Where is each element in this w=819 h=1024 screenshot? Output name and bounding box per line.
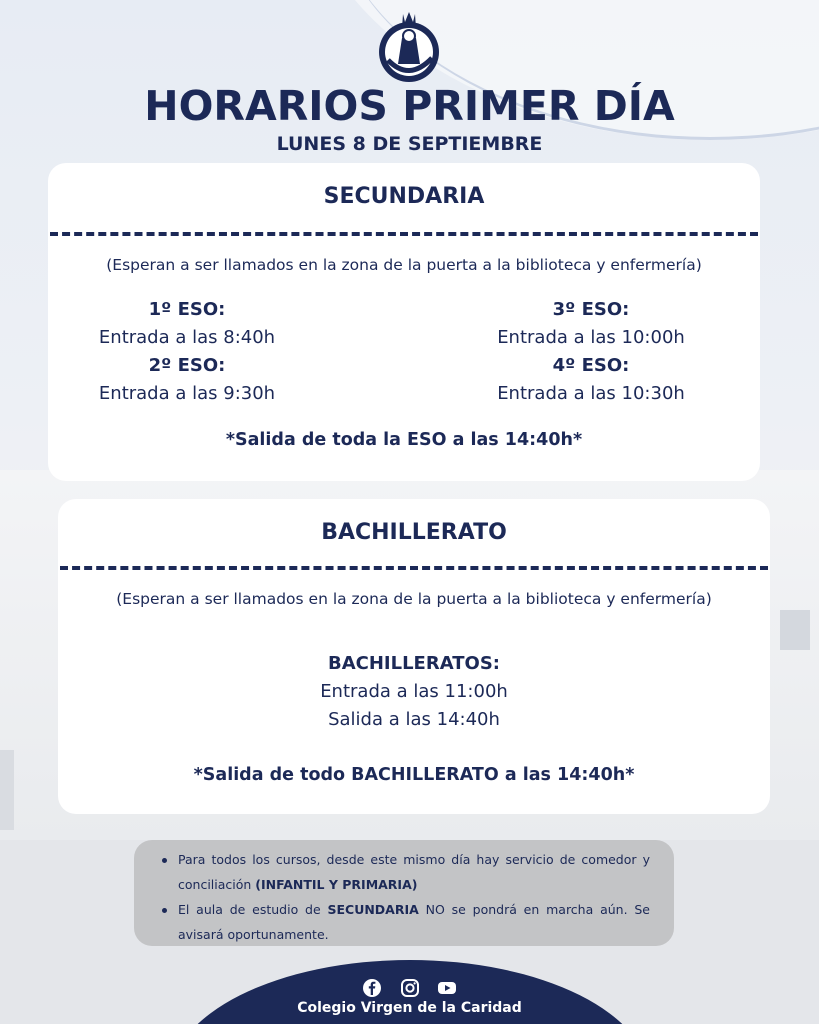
eso-entry-time: Entrada a las 9:30h	[98, 383, 276, 404]
bachillerato-exit-time: Salida a las 14:40h	[328, 709, 500, 730]
info-box	[134, 840, 674, 946]
eso-left-column	[37, 296, 337, 408]
info-list	[158, 847, 650, 947]
eso-level: 1º ESO:	[148, 299, 226, 320]
bachillerato-note: (Esperan a ser llamados en la zona de la puerta a la biblioteca y enfermería)	[116, 590, 712, 608]
school-name: Colegio Virgen de la Caridad	[297, 1000, 522, 1016]
bachillerato-schedule	[58, 650, 770, 734]
bachillerato-level: BACHILLERATOS:	[328, 653, 500, 674]
school-logo	[372, 8, 446, 84]
bachillerato-card	[58, 499, 770, 814]
eso-entry-time: Entrada a las 8:40h	[98, 327, 276, 348]
eso-entry-time: Entrada a las 10:00h	[497, 327, 685, 348]
bachillerato-title: BACHILLERATO	[321, 520, 507, 545]
eso-level: 3º ESO:	[552, 299, 630, 320]
bachillerato-exit-note: *Salida de todo BACHILLERATO a las 14:40h*	[193, 765, 635, 785]
secundaria-title: SECUNDARIA	[323, 184, 485, 209]
background-window	[0, 750, 14, 830]
facebook-icon[interactable]	[362, 978, 382, 998]
dashed-divider	[60, 566, 768, 570]
background-window	[780, 610, 810, 650]
eso-right-column	[441, 296, 741, 408]
secundaria-note: (Esperan a ser llamados en la zona de la puerta a la biblioteca y enfermería)	[106, 256, 702, 274]
eso-level: 2º ESO:	[148, 355, 226, 376]
info-item: El aula de estudio de SECUNDARIA NO se pondrá en marcha aún. Se avisará oportunamente.	[158, 897, 650, 947]
secundaria-card	[48, 163, 760, 481]
instagram-icon[interactable]	[400, 978, 420, 998]
secundaria-exit-note: *Salida de toda la ESO a las 14:40h*	[225, 430, 583, 450]
page-title: HORARIOS PRIMER DÍA	[144, 82, 675, 130]
eso-level: 4º ESO:	[552, 355, 630, 376]
info-item: Para todos los cursos, desde este mismo día hay servicio de comedor y conciliación (INFANTIL Y PRIMARIA)	[158, 847, 650, 897]
bachillerato-entry-time: Entrada a las 11:00h	[320, 681, 508, 702]
eso-entry-time: Entrada a las 10:30h	[497, 383, 685, 404]
page-date: LUNES 8 DE SEPTIEMBRE	[276, 133, 543, 155]
social-links	[0, 977, 819, 999]
youtube-icon[interactable]	[437, 978, 457, 998]
dashed-divider	[50, 232, 758, 236]
